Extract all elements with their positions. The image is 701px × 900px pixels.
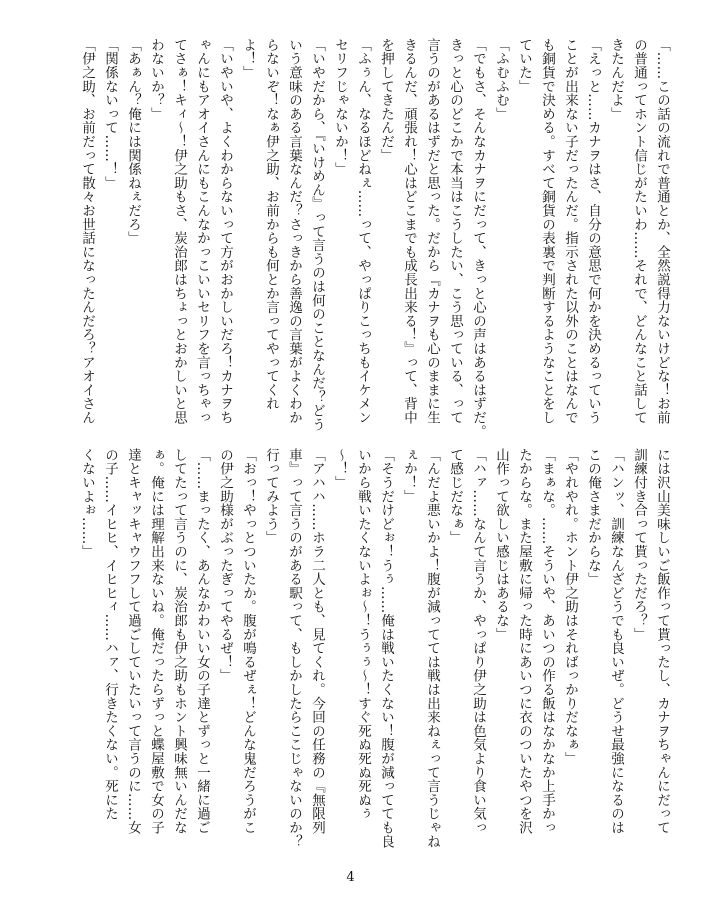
text-line: 「……この話の流れで普通とか、全然説得力ないけどな！お前 [654,38,670,425]
text-line: この俺さまだからな」 [585,448,601,586]
text-line: 「ふぅん、なるほどねぇ……って、やっぱりこっちもイケメン [355,38,371,425]
text-line: 「ハンッ、訓練なんざどうでも良いぜ。どうせ最強になるのは [608,448,624,835]
text-block-bottom [75,448,673,849]
page-number: 4 [346,870,355,885]
text-line: きたんだよ」 [608,38,624,121]
text-line: てさぁ！キィ〜！伊之助もさ、炭治郎はちょっとおかしいと思 [171,38,187,425]
text-line: 「いやだから、『いけめん』って言うのは何のことなんだ？どう [309,38,325,432]
text-line: を押してきたんだ」 [378,38,394,163]
text-line: 「えっと……カナヲはさ、自分の意思で何かを決めるっていう [585,38,601,425]
text-line: いう意味のある言葉なんだ？さっきから善逸の言葉がよくわか [286,38,302,425]
text-line: 「おっ！やっとついたか。腹が鳴るぜぇ！どんな鬼だろうがこ [240,448,256,835]
text-line: たからな。また屋敷に帰った時にあいつに衣のついたやつを沢 [516,448,532,835]
text-line: 「そうだけどぉ！うぅ……俺は戦いたくない！腹が減ってても良 [378,448,394,849]
text-line: きっと心のどこかで本当はこうしたい、こう思っている、って [447,38,463,425]
text-line: いから戦いたくないよぉ〜！うぅぅ〜！すぐ死ぬ死ぬ死ぬぅ [355,448,371,821]
text-line: 「伊之助、お前だって散々お世話になったんだろ？アオイさん [79,38,95,425]
text-line: 行ってみよう」 [263,448,279,545]
text-line: わないか？」 [148,38,164,121]
text-line: の普通ってホント信じがたいわ……それで、どんなこと話して [631,38,647,425]
text-line: 「まぁな。……そういや、あいつの作る飯はなかなか上手かっ [539,448,555,835]
text-line: 山作って欲しい感じはあるな」 [493,448,509,642]
text-line: 達とキャッキャウフフして過ごしていたいって言うのに……女 [125,448,141,835]
text-line: よ！」 [240,38,256,80]
text-line: セリフじゃないか！」 [332,38,348,176]
text-line: ことが出来ない子だったんだ。指示された以外のことはなんで [562,38,578,425]
text-line: 「あぁん？俺には関係ねぇだろ」 [125,38,141,245]
text-line: 「ハァ……なんて言うか、やっぱり伊之助は色気より食い気っ [470,448,486,835]
text-line: ていた」 [516,38,532,94]
text-line: の子……イヒヒ、イヒヒィ……ハァ、行きたくない。死にた [102,448,118,821]
text-line: ぁ。俺には理解出来ないね。俺だったらずっと蝶屋敷で女の子 [148,448,164,835]
text-line: ぇか！」 [401,448,417,504]
text-line: も銅貨で決める。すべて銅貨の表裏で判断するようなことをし [539,38,555,425]
text-line: 「……まったく、あんなかわいい女の子達とずっと一緒に過ご [194,448,210,835]
text-line: 〜！」 [332,448,348,490]
text-line: 言うのがあるはずだと思った。だから『カナヲも心のままに生 [424,38,440,425]
text-line: きるんだ、頑張れ！心はどこまでも成長出来る！』って、背中 [401,38,417,425]
text-line: 車』って言うのがある駅って、もしかしたらここじゃないのか？ [286,448,302,849]
text-line: の伊之助様がぶったぎってやるぜ！」 [217,448,233,683]
text-line: 訓練付き合って貰っただろ？」 [631,448,647,642]
text-line: 「でもさ、そんなカナヲにだって、きっと心の声はあるはずだ。 [470,38,486,439]
text-line: らないぞ！なぁ伊之助、お前からも何とか言ってやってくれ [263,38,279,411]
text-line: て感じだなぁ」 [447,448,463,545]
text-line: ゃんにもアオイさんにもこんなかっこいいセリフを言っちゃっ [194,38,210,425]
text-line: 「やれやれ。ホント伊之助はそればっかりだなぁ」 [562,448,578,766]
text-line: してたって言うのに、炭治郎も伊之助もホント興味無いんだな [171,448,187,835]
text-line: 「ふむふむ」 [493,38,509,121]
text-line: 「関係ないって……！」 [102,38,118,190]
text-line: 「いやいや、よくわからないって方がおかしいだろ！カナヲち [217,38,233,425]
text-block-top [75,38,673,439]
text-line: 「んだよ悪いかよ！腹が減ってては戦は出来ねぇって言うじゃね [424,448,440,849]
text-line: には沢山美味しいご飯作って貰ったし、カナヲちゃんにだって [654,448,670,835]
text-line: 「アハハ……ホラ二人とも、見てくれ。今回の任務の『無限列 [309,448,325,835]
text-line: くないよぉ……」 [79,448,95,559]
